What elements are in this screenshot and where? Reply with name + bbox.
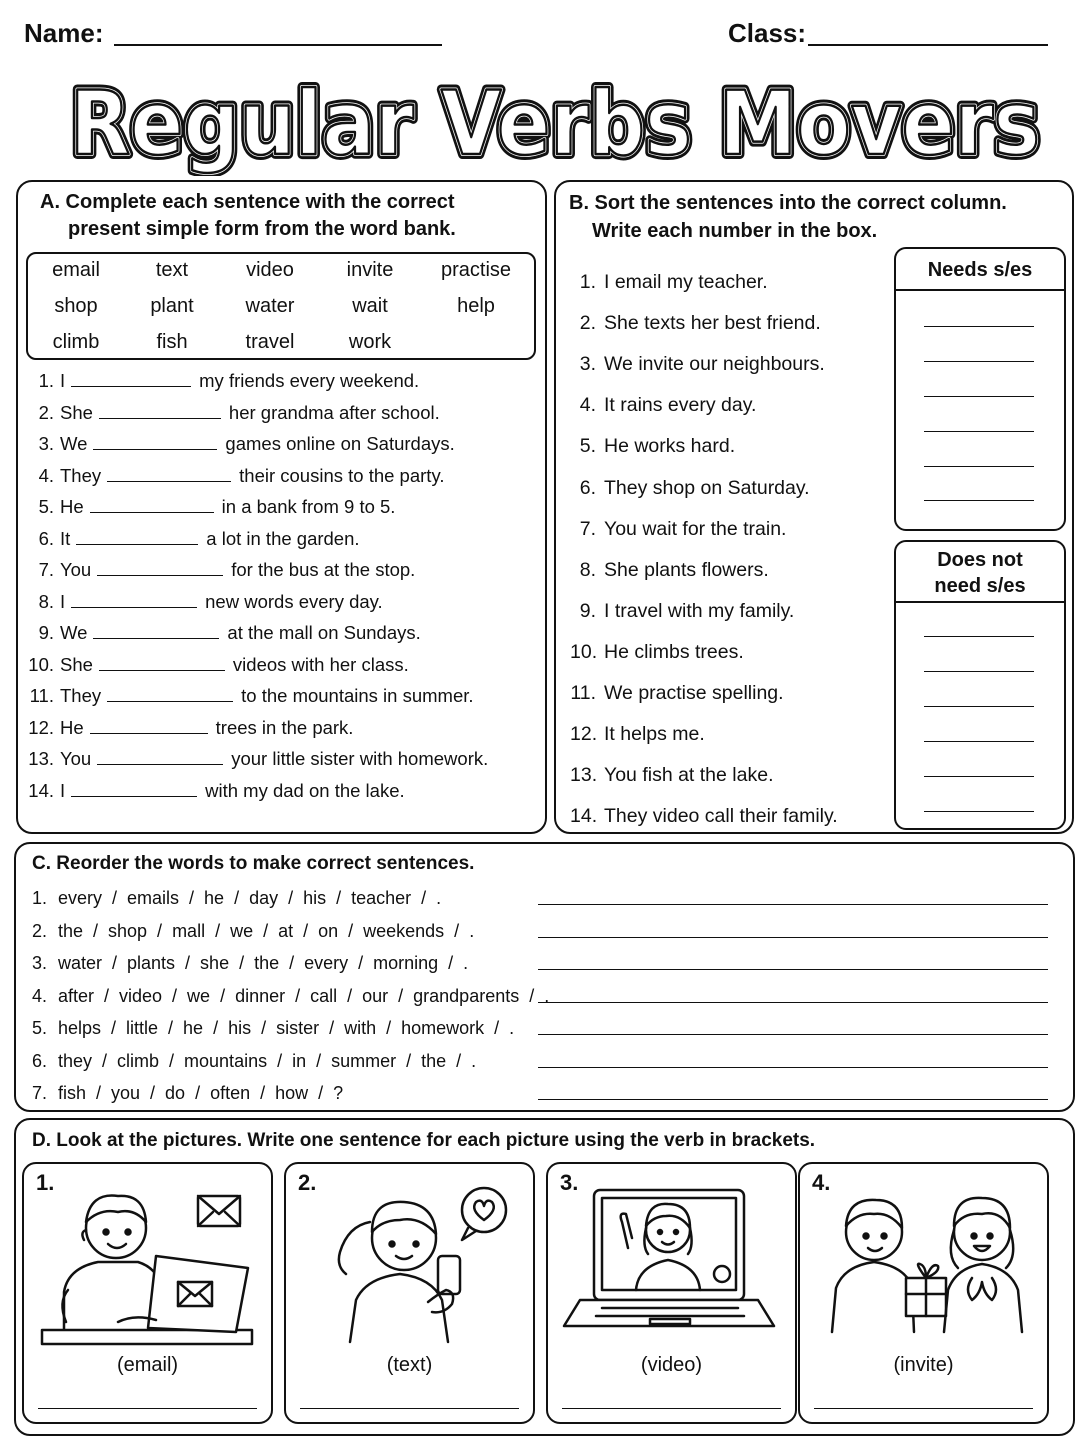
- item-subject: She: [60, 401, 93, 423]
- needs-ses-header: Needs s/es: [896, 249, 1064, 291]
- item-subject: We: [60, 622, 88, 643]
- picture-answer-line[interactable]: [814, 1408, 1033, 1409]
- item-text: They video call their family.: [604, 805, 838, 828]
- does-not-need-answer-line[interactable]: [924, 741, 1034, 742]
- answer-blank[interactable]: [90, 495, 214, 513]
- sentence-answer-line[interactable]: [538, 904, 1048, 905]
- word-bank-item: work: [348, 331, 392, 353]
- exercise-c-item: [32, 1016, 514, 1040]
- exercise-b-item: [570, 803, 838, 829]
- item-rest: trees in the park.: [215, 716, 354, 738]
- worksheet-title: [60, 56, 1050, 176]
- item-text: She texts her best friend.: [604, 312, 821, 335]
- item-number: 12.: [570, 723, 598, 746]
- title-fill-text: Regular Verbs Movers: [70, 72, 1040, 175]
- answer-blank[interactable]: [90, 716, 208, 734]
- item-words: the / shop / mall / we / at / on / weekends / .: [58, 920, 475, 941]
- picture-answer-line[interactable]: [38, 1408, 257, 1409]
- item-text: He climbs trees.: [604, 640, 744, 663]
- exercise-b-item: [570, 351, 825, 377]
- item-rest: new words every day.: [205, 590, 383, 612]
- item-words: fish / you / do / often / how / ?: [58, 1083, 344, 1103]
- needs-ses-answer-line[interactable]: [924, 326, 1034, 327]
- answer-blank[interactable]: [93, 432, 217, 450]
- item-subject: He: [60, 716, 84, 738]
- picture-card-3: [546, 1162, 797, 1424]
- word-bank-item: video: [246, 259, 294, 281]
- answer-blank[interactable]: [71, 590, 197, 608]
- exercise-b-item: [570, 310, 821, 336]
- needs-ses-answer-line[interactable]: [924, 396, 1034, 397]
- exercise-b-item: [570, 680, 784, 706]
- exercise-a-item: [24, 463, 444, 494]
- item-number: 11.: [570, 682, 596, 704]
- sentence-answer-line[interactable]: [538, 969, 1048, 970]
- item-number: 12.: [28, 716, 54, 738]
- item-rest: with my dad on the lake.: [205, 779, 405, 801]
- title-inner-text: Regular Verbs Movers: [70, 72, 1040, 175]
- word-bank-item: email: [52, 259, 100, 281]
- exercise-b-item: [570, 557, 769, 583]
- item-words: after / video / we / dinner / call / our / grandparents / .: [58, 985, 550, 1006]
- item-number: 4.: [38, 464, 54, 486]
- item-number: 2.: [579, 312, 596, 335]
- picture-card-4: [798, 1162, 1049, 1424]
- does-not-need-header-line1: Does not: [937, 549, 1023, 571]
- item-number: 5.: [32, 1018, 48, 1038]
- exercise-a-item: [24, 683, 474, 714]
- exercise-b-item: [570, 721, 705, 747]
- item-subject: He: [60, 496, 84, 517]
- exercise-a-item: [24, 778, 405, 809]
- boy-girl-gift-icon: [814, 1182, 1044, 1350]
- exercise-a-item: [24, 652, 409, 683]
- answer-blank[interactable]: [107, 684, 233, 702]
- item-text: You fish at the lake.: [604, 764, 774, 787]
- exercise-b-item: [570, 269, 768, 295]
- picture-card-2: [284, 1162, 535, 1424]
- exercise-c-item: [32, 1081, 343, 1105]
- boy-laptop-email-icon: [38, 1182, 260, 1350]
- item-subject: We: [60, 433, 88, 454]
- item-number: 2.: [38, 401, 54, 423]
- exercise-a-item: [24, 589, 383, 620]
- word-bank-item: travel: [245, 331, 295, 353]
- item-number: 8.: [579, 558, 596, 581]
- item-text: You wait for the train.: [604, 517, 787, 540]
- item-rest: my friends every weekend.: [199, 370, 420, 391]
- item-number: 6.: [38, 527, 54, 549]
- exercise-a-item: [24, 431, 455, 462]
- item-text: We practise spelling.: [604, 682, 784, 704]
- item-text: It helps me.: [604, 723, 705, 746]
- item-number: 5.: [579, 435, 596, 458]
- section-a-title-1: A. Complete each sentence with the correct: [40, 191, 455, 213]
- class-field[interactable]: [808, 44, 1048, 46]
- needs-ses-answer-line[interactable]: [924, 466, 1034, 467]
- picture-answer-line[interactable]: [300, 1408, 519, 1409]
- item-number: 10.: [28, 653, 54, 675]
- item-rest: videos with her class.: [232, 653, 409, 675]
- does-not-need-answer-line[interactable]: [924, 636, 1034, 637]
- exercise-a-item: [24, 400, 440, 431]
- class-label: Class:: [728, 18, 807, 48]
- section-b-title-2: Write each number in the box.: [592, 220, 878, 242]
- exercise-c-item: [32, 919, 474, 943]
- exercise-c-item: [32, 951, 468, 975]
- item-number: 2.: [32, 920, 48, 941]
- exercise-b-item: [570, 475, 810, 501]
- name-field[interactable]: [114, 44, 442, 46]
- item-text: He works hard.: [604, 435, 736, 458]
- picture-answer-line[interactable]: [562, 1408, 781, 1409]
- does-not-need-ses-box: [894, 540, 1066, 830]
- item-number: 5.: [38, 496, 54, 517]
- does-not-need-answer-line[interactable]: [924, 811, 1034, 812]
- picture-verb: (video): [640, 1354, 703, 1376]
- exercise-c-item: [32, 886, 441, 910]
- item-subject: I: [60, 370, 66, 391]
- sentence-answer-line[interactable]: [538, 1067, 1048, 1068]
- picture-number: 1.: [36, 1170, 55, 1195]
- needs-ses-answer-line[interactable]: [924, 431, 1034, 432]
- exercise-b-item: [570, 598, 794, 624]
- item-number: 4.: [32, 985, 48, 1006]
- picture-number: 4.: [812, 1170, 831, 1195]
- title-outline-text: Regular Verbs Movers: [70, 72, 1040, 175]
- item-number: 1.: [32, 888, 48, 908]
- item-number: 1.: [579, 271, 596, 293]
- exercise-b-item: [570, 762, 773, 788]
- girl-phone-heart-icon: [300, 1182, 522, 1350]
- exercise-b-item: [570, 639, 744, 665]
- picture-verb: (email): [116, 1354, 179, 1376]
- answer-blank[interactable]: [99, 653, 225, 671]
- item-text: They shop on Saturday.: [604, 476, 810, 499]
- answer-blank[interactable]: [97, 747, 223, 765]
- item-number: 6.: [579, 476, 596, 499]
- exercise-b-item: [570, 516, 786, 542]
- item-number: 6.: [32, 1050, 48, 1071]
- item-number: 13.: [28, 748, 54, 769]
- item-subject: You: [60, 748, 92, 769]
- item-subject: I: [60, 779, 66, 801]
- item-rest: at the mall on Sundays.: [227, 622, 421, 643]
- item-words: water / plants / she / the / every / morning / .: [58, 953, 469, 973]
- exercise-a-item: [24, 494, 395, 525]
- exercise-a-item: [24, 557, 415, 588]
- word-bank-item: fish: [156, 331, 188, 353]
- item-rest: her grandma after school.: [228, 401, 440, 423]
- item-subject: They: [60, 464, 102, 486]
- answer-blank[interactable]: [107, 464, 231, 482]
- item-rest: to the mountains in summer.: [241, 685, 474, 706]
- exercise-c-item: [32, 1049, 476, 1073]
- does-not-need-header-line2: need s/es: [934, 575, 1026, 597]
- answer-blank[interactable]: [71, 369, 191, 387]
- word-bank-item: help: [457, 295, 495, 317]
- item-number: 8.: [38, 590, 54, 612]
- item-words: helps / little / he / his / sister / with / homework / .: [58, 1018, 515, 1038]
- exercise-a-item: [24, 368, 419, 399]
- exercise-a-item: [24, 620, 421, 651]
- item-number: 7.: [38, 559, 54, 580]
- picture-verb: (text): [386, 1354, 433, 1376]
- item-number: 14.: [28, 779, 54, 801]
- item-subject: She: [60, 653, 93, 675]
- item-rest: in a bank from 9 to 5.: [221, 496, 396, 517]
- sentence-answer-line[interactable]: [538, 1099, 1048, 1100]
- exercise-b-item: [570, 433, 735, 459]
- item-number: 3.: [32, 953, 48, 973]
- exercise-a-item: [24, 746, 488, 777]
- item-subject: You: [60, 559, 92, 580]
- item-text: She plants flowers.: [604, 558, 769, 581]
- answer-blank[interactable]: [71, 779, 197, 797]
- picture-number: 2.: [298, 1170, 317, 1195]
- word-bank-item: climb: [52, 331, 100, 353]
- sentence-answer-line[interactable]: [538, 1002, 1048, 1003]
- needs-ses-box: [894, 247, 1066, 531]
- item-rest: their cousins to the party.: [239, 464, 445, 486]
- item-subject: I: [60, 590, 66, 612]
- item-text: It rains every day.: [604, 394, 757, 417]
- does-not-need-answer-line[interactable]: [924, 706, 1034, 707]
- exercise-a-item: [24, 715, 353, 746]
- word-bank-item: shop: [54, 295, 98, 317]
- item-number: 13.: [570, 764, 598, 787]
- does-not-need-ses-header: [896, 542, 1064, 603]
- exercise-b-item: [570, 392, 756, 418]
- answer-blank[interactable]: [93, 621, 219, 639]
- name-label: Name:: [24, 18, 104, 48]
- picture-verb: (invite): [893, 1354, 954, 1376]
- word-bank-item: text: [155, 259, 189, 281]
- section-d-title: D. Look at the pictures. Write one sentence for each picture using the verb in brackets.: [32, 1130, 816, 1151]
- item-number: 9.: [579, 599, 596, 622]
- item-number: 10.: [570, 640, 598, 663]
- picture-card-1: [22, 1162, 273, 1424]
- item-rest: your little sister with homework.: [231, 748, 489, 769]
- item-number: 4.: [579, 394, 596, 417]
- section-a-title-2: present simple form from the word bank.: [68, 218, 456, 240]
- item-rest: games online on Saturdays.: [225, 433, 455, 454]
- answer-blank[interactable]: [99, 401, 221, 419]
- item-text: I email my teacher.: [604, 271, 768, 293]
- exercise-a-item: [24, 526, 360, 557]
- item-subject: It: [60, 527, 71, 549]
- item-words: they / climb / mountains / in / summer / the / .: [58, 1050, 477, 1071]
- needs-ses-answer-line[interactable]: [924, 500, 1034, 501]
- item-text: I travel with my family.: [604, 599, 795, 622]
- item-number: 7.: [579, 517, 596, 540]
- word-bank-item: water: [245, 295, 295, 317]
- item-words: every / emails / he / day / his / teacher / .: [58, 888, 442, 908]
- does-not-need-answer-line[interactable]: [924, 776, 1034, 777]
- does-not-need-answer-line[interactable]: [924, 671, 1034, 672]
- section-c-title: C. Reorder the words to make correct sentences.: [32, 853, 475, 874]
- item-number: 14.: [570, 805, 598, 828]
- sentence-answer-line[interactable]: [538, 937, 1048, 938]
- laptop-video-call-icon: [562, 1182, 784, 1350]
- item-number: 7.: [32, 1083, 48, 1103]
- item-rest: for the bus at the stop.: [231, 559, 416, 580]
- sentence-answer-line[interactable]: [538, 1034, 1048, 1035]
- word-bank-item: invite: [346, 259, 394, 281]
- answer-blank[interactable]: [76, 527, 198, 545]
- section-b-title-1: B. Sort the sentences into the correct column.: [569, 192, 1007, 214]
- item-number: 9.: [38, 622, 54, 643]
- item-subject: They: [60, 685, 102, 706]
- item-number: 3.: [579, 353, 596, 376]
- item-number: 1.: [38, 370, 54, 391]
- item-number: 11.: [29, 685, 54, 706]
- item-text: We invite our neighbours.: [604, 353, 825, 376]
- item-number: 3.: [38, 433, 54, 454]
- word-bank-item: practise: [440, 259, 512, 281]
- picture-number: 3.: [560, 1170, 579, 1195]
- needs-ses-answer-line[interactable]: [924, 361, 1034, 362]
- word-bank-item: plant: [150, 295, 194, 317]
- word-bank-item: wait: [352, 295, 388, 317]
- exercise-c-item: [32, 984, 549, 1008]
- answer-blank[interactable]: [97, 558, 223, 576]
- item-rest: a lot in the garden.: [206, 527, 360, 549]
